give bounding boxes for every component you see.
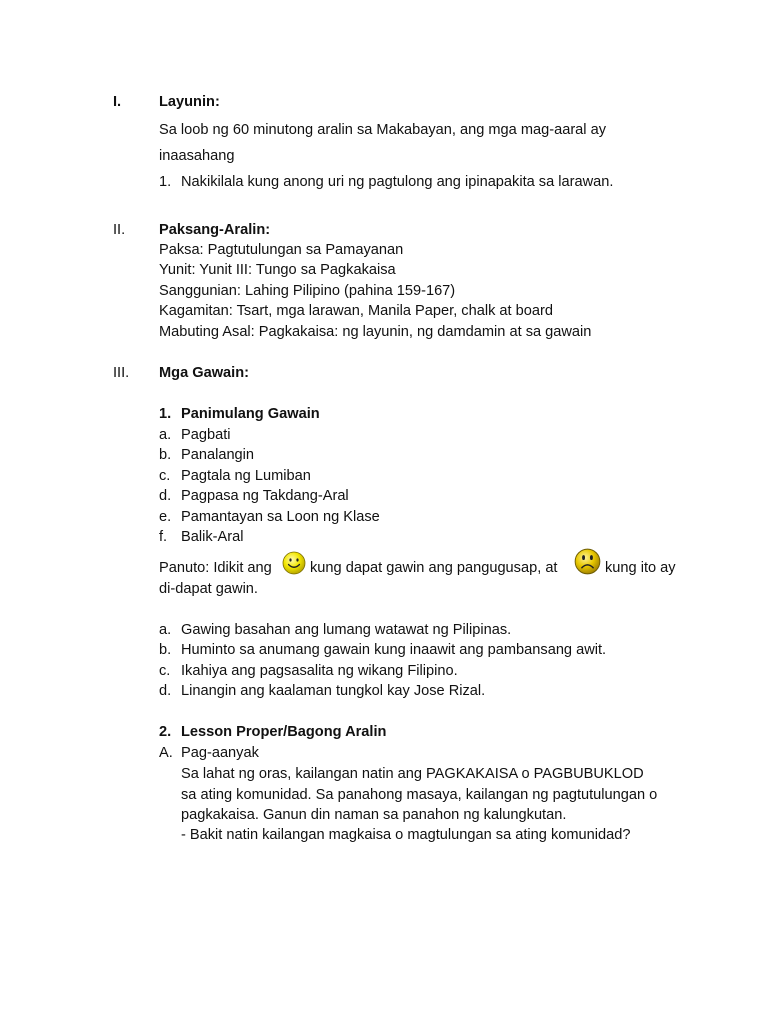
section-3-numeral: III.	[113, 365, 130, 381]
section-3-heading: Mga Gawain:	[159, 365, 250, 381]
section-2-line-sanggunian: Sanggunian: Lahing Pilipino (pahina 159-167)	[159, 283, 456, 299]
statement-text: Huminto sa anumang gawain kung inaawit ang pambansang awit.	[181, 642, 607, 658]
list-item-letter: e.	[159, 509, 172, 525]
list-item-letter: d.	[159, 488, 172, 504]
paragraph-line: sa ating komunidad. Sa panahong masaya, kailangan ng pagtutulungan o	[181, 787, 658, 803]
paragraph-line: Sa lahat ng oras, kailangan natin ang PAGKAKAISA o PAGBUBUKLOD	[181, 766, 644, 782]
section-1-heading: Layunin:	[159, 94, 220, 110]
list-item-letter: c.	[159, 468, 171, 484]
panuto-text-part-2: kung dapat gawin ang pangugusap, at	[310, 560, 558, 576]
smiley-face-icon	[282, 551, 306, 575]
list-item-letter: b.	[159, 447, 172, 463]
section-2-line-kagamitan: Kagamitan: Tsart, mga larawan, Manila Paper, chalk at board	[159, 303, 553, 319]
subsection-2-a-title: Pag-aanyak	[181, 745, 259, 761]
section-2-numeral: II.	[113, 222, 126, 238]
subsection-2-number: 2.	[159, 724, 172, 740]
section-2-line-mabuting-asal: Mabuting Asal: Pagkakaisa: ng layunin, ng damdamin at sa gawain	[159, 324, 592, 340]
list-item-text: Pamantayan sa Loon ng Klase	[181, 509, 380, 525]
subsection-1-title: Panimulang Gawain	[181, 406, 320, 422]
section-2-heading: Paksang-Aralin:	[159, 222, 271, 238]
section-1-item-number: 1.	[159, 174, 172, 190]
section-2-line-yunit: Yunit: Yunit III: Tungo sa Pagkakaisa	[159, 262, 396, 278]
subsection-2-title: Lesson Proper/Bagong Aralin	[181, 724, 387, 740]
list-item-text: Balik-Aral	[181, 529, 244, 545]
list-item-letter: a.	[159, 427, 172, 443]
statement-text: Ikahiya ang pagsasalita ng wikang Filipino.	[181, 663, 458, 679]
statement-letter: a.	[159, 622, 172, 638]
statement-letter: d.	[159, 683, 172, 699]
section-1-intro-line-2: inaasahang	[159, 148, 235, 164]
list-item-text: Panalangin	[181, 447, 255, 463]
section-1-numeral: I.	[113, 94, 122, 110]
frowning-face-icon	[574, 548, 601, 575]
subsection-2-a-letter: A.	[159, 745, 173, 761]
section-1-intro-line-1: Sa loob ng 60 minutong aralin sa Makabayan, ang mga mag-aaral ay	[159, 122, 607, 138]
statement-text: Linangin ang kaalaman tungkol kay Jose Rizal.	[181, 683, 486, 699]
paragraph-line: pagkakaisa. Ganun din naman sa panahon ng kalungkutan.	[181, 807, 567, 823]
statement-text: Gawing basahan ang lumang watawat ng Pilipinas.	[181, 622, 512, 638]
paragraph-line: - Bakit natin kailangan magkaisa o magtulungan sa ating komunidad?	[181, 827, 631, 843]
list-item-text: Pagpasa ng Takdang-Aral	[181, 488, 349, 504]
section-2-line-paksa: Paksa: Pagtutulungan sa Pamayanan	[159, 242, 404, 258]
subsection-1-number: 1.	[159, 406, 172, 422]
panuto-text-part-1: Panuto: Idikit ang	[159, 560, 272, 576]
panuto-text-line-2: di-dapat gawin.	[159, 581, 258, 597]
list-item-letter: f.	[159, 529, 168, 545]
list-item-text: Pagbati	[181, 427, 231, 443]
panuto-text-part-3: kung ito ay	[605, 560, 676, 576]
list-item-text: Pagtala ng Lumiban	[181, 468, 311, 484]
statement-letter: c.	[159, 663, 171, 679]
statement-letter: b.	[159, 642, 172, 658]
section-1-item-text: Nakikilala kung anong uri ng pagtulong ang ipinapakita sa larawan.	[181, 174, 614, 190]
